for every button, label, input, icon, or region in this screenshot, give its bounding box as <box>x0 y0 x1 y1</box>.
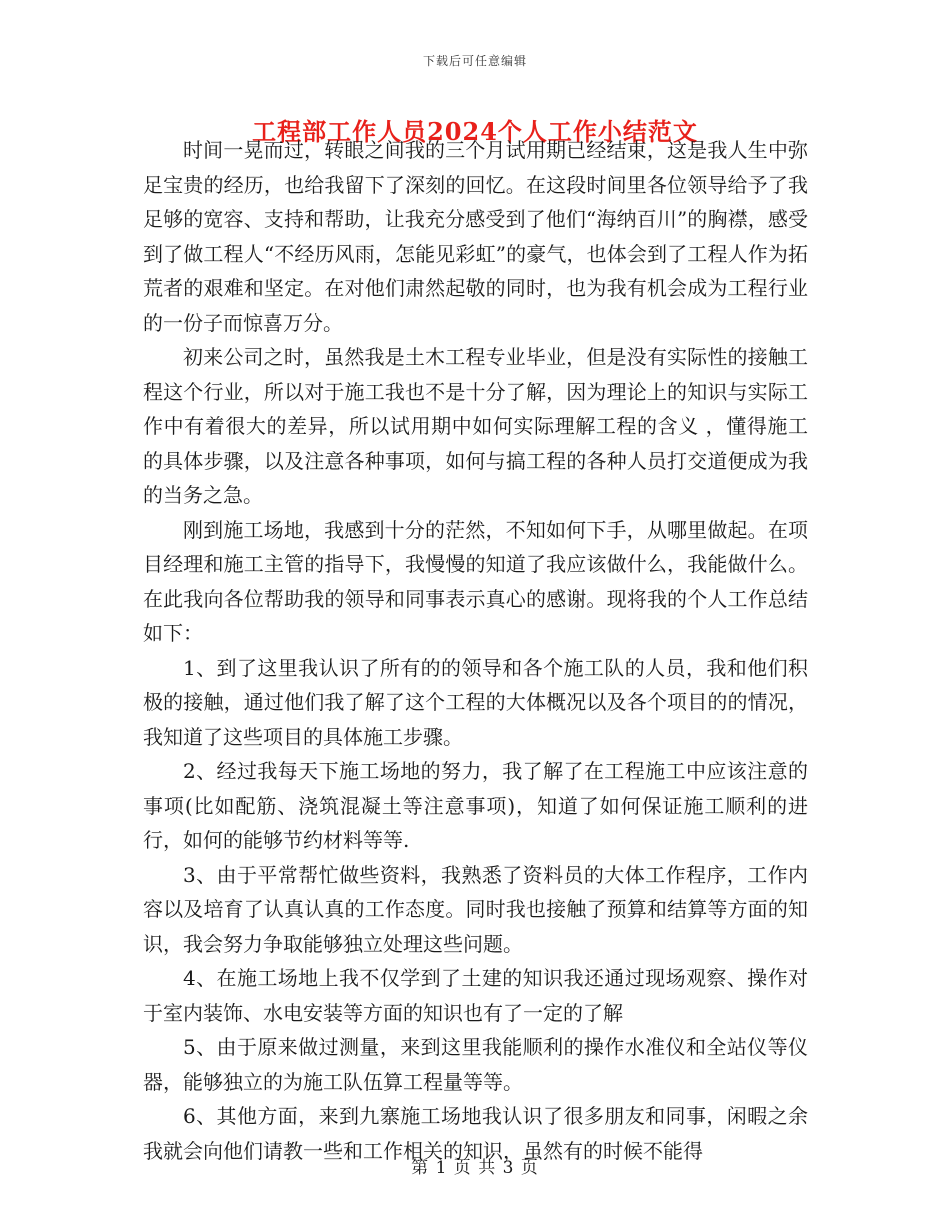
list-item-5: 5、由于原来做过测量，来到这里我能顺利的操作水准仪和全站仪等仪器，能够独立的为施工队伍算工程量等等。 <box>143 1035 808 1094</box>
document-body <box>143 133 808 1168</box>
list-item-6: 6、其他方面，来到九寨施工场地我认识了很多朋友和同事，闲暇之余我就会向他们请教一些和工作相关的知识，虽然有的时候不能得 <box>143 1104 808 1163</box>
list-item-3: 3、由于平常帮忙做些资料，我熟悉了资料员的大体工作程序，工作内容以及培育了认真认真的工作态度。同时我也接触了预算和结算等方面的知识，我会努力争取能够独立处理这些问题。 <box>143 862 808 956</box>
paragraph-3: 刚到施工场地，我感到十分的茫然，不知如何下手，从哪里做起。在项目经理和施工主管的指导下，我慢慢的知道了我应该做什么，我能做什么。在此我向各位帮助我的领导和同事表示真心的感谢。现将我的个人工作总结如下： <box>143 517 808 645</box>
page-number-footer: 第 1 页 共 3 页 <box>411 1158 539 1178</box>
header-note: 下载后可任意编辑 <box>422 54 527 68</box>
document-title: 工程部工作人员2024个人工作小结范文 <box>252 117 698 146</box>
paragraph-1: 时间一晃而过，转眼之间我的三个月试用期已经结束，这是我人生中弥足宝贵的经历，也给我留下了深刻的回忆。在这段时间里各位领导给予了我足够的宽容、支持和帮助，让我充分感受到了他们“海纳百川”的胸襟，感受到了做工程人“不经历风雨，怎能见彩虹”的豪气，也体会到了工程人作为拓荒者的艰难和坚定。在对他们肃然起敬的同时，也为我有机会成为工程行业的一份子而惊喜万分。 <box>143 138 808 335</box>
list-item-1: 1、到了这里我认识了所有的的领导和各个施工队的人员，我和他们积极的接触，通过他们我了解了这个工程的大体概况以及各个项目的的情况，我知道了这些项目的具体施工步骤。 <box>143 655 808 749</box>
paragraph-2: 初来公司之时，虽然我是土木工程专业毕业，但是没有实际性的接触工程这个行业，所以对于施工我也不是十分了解，因为理论上的知识与实际工作中有着很大的差异，所以试用期中如何实际理解工程的含义 ，懂得施工的具体步骤，以及注意各种事项，如何与搞工程的各种人员打交道便成为我的当务之急。 <box>143 345 808 507</box>
list-item-4: 4、在施工场地上我不仅学到了土建的知识我还通过现场观察、操作对于室内装饰、水电安装等方面的知识也有了一定的了解 <box>143 966 808 1025</box>
list-item-2: 2、经过我每天下施工场地的努力，我了解了在工程施工中应该注意的事项(比如配筋、浇筑混凝土等注意事项)，知道了如何保证施工顺利的进行，如何的能够节约材料等等. <box>143 759 808 852</box>
